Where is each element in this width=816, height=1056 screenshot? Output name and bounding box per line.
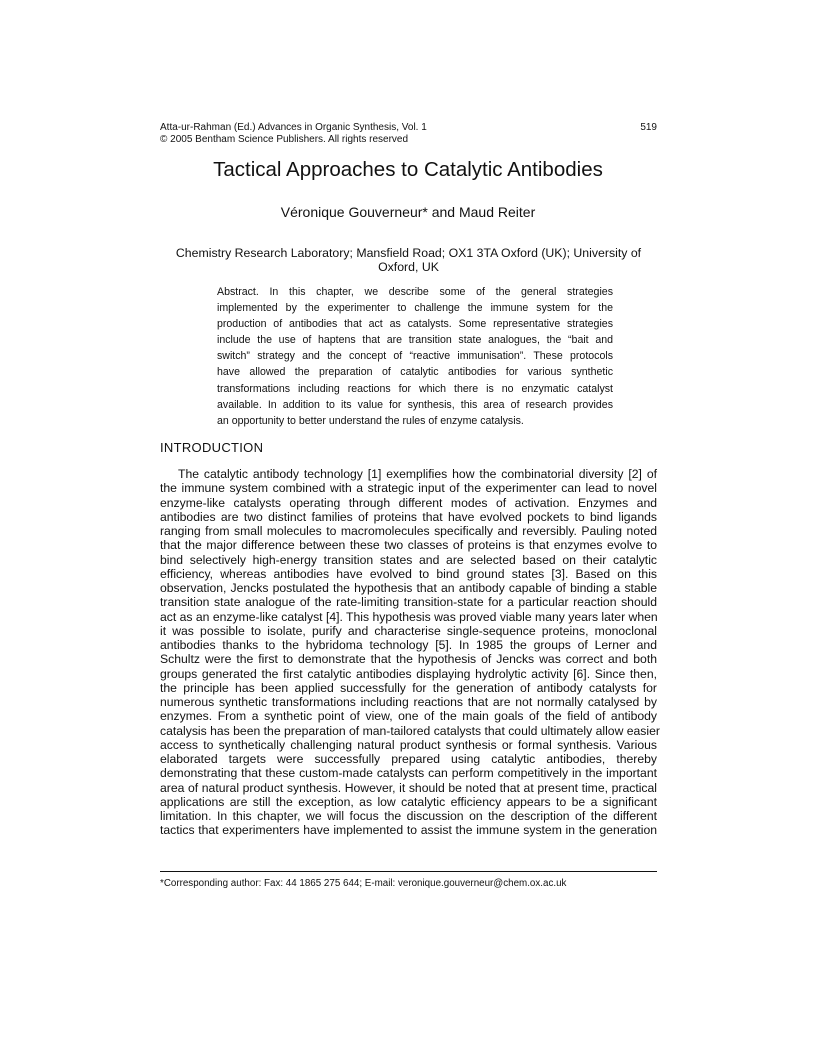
text-line: limitation. In this chapter, we will focus the discussion on the description of the different: [160, 809, 657, 823]
text-line: antibodies thanks to the hybridoma technology [5]. In 1985 the groups of Lerner and: [160, 638, 657, 652]
body-text: [160, 467, 660, 838]
text-line: demonstrating that these custom-made catalysts can perform competitively in the important: [160, 766, 657, 781]
text-line: that the major difference between these two classes of proteins is that enzymes evolve to: [160, 538, 657, 553]
text-line: bind selectively high-energy transition states and are selected based on their catalytic: [160, 552, 657, 567]
text-line: enzyme-like catalysts operating through different modes of activation. Enzymes and: [160, 495, 657, 510]
text-line: transition state analogue of the rate-limiting transition-state for a particular reaction should: [160, 595, 657, 610]
footnote: *Corresponding author: Fax: 44 1865 275 644; E-mail: veronique.gouverneur@chem.ox.ac.uk: [160, 878, 567, 889]
text-line: observation, Jencks postulated the hypothesis that an antibody capable of binding a stable: [160, 581, 657, 595]
running-header-citation: Atta-ur-Rahman (Ed.) Advances in Organic Synthesis, Vol. 1: [160, 122, 427, 133]
abstract: [217, 284, 613, 429]
page-number: 519: [640, 122, 657, 133]
text-line: available. In addition to its value for synthesis, this area of research provides: [217, 398, 613, 411]
text-line: elaborated targets were successfully prepared using catalytic antibodies, thereby: [160, 752, 657, 766]
text-line: tactics that experimenters have implemented to assist the immune system in the generation: [160, 823, 657, 838]
text-line: it was possible to isolate, purify and characterise single-sequence proteins, monoclonal: [160, 623, 657, 638]
text-line: production of antibodies that act as catalysts. Some representative strategies: [217, 318, 613, 331]
affiliation-line: Chemistry Research Laboratory; Mansfield Road; OX1 3TA Oxford (UK); University of: [175, 246, 642, 260]
text-line: Schultz were the first to demonstrate that the hypothesis of Jencks was correct and both: [160, 652, 657, 667]
paper-title: Tactical Approaches to Catalytic Antibodies: [213, 158, 603, 181]
text-line: an opportunity to better understand the rules of enzyme catalysis.: [217, 414, 524, 427]
text-line: efficiency, whereas antibodies have evolved to bind ground states [3]. Based on this: [160, 566, 657, 581]
text-line: include the use of haptens that are transition state analogues, the “bait and: [217, 334, 613, 347]
running-header-copyright: © 2005 Bentham Science Publishers. All rights reserved: [160, 134, 409, 145]
text-line: The catalytic antibody technology [1] exemplifies how the combinatorial diversity [2] of: [178, 467, 657, 481]
text-line: groups generated the first catalytic antibodies displaying hydrolytic activity [6]. Since then,: [160, 666, 657, 681]
text-line: the principle has been applied successfully for the generation of antibody catalysts for: [160, 680, 657, 695]
text-line: Abstract. In this chapter, we describe some of the general strategies: [217, 286, 613, 298]
text-line: switch” strategy and the concept of “reactive immunisation”. These protocols: [217, 350, 613, 363]
text-line: applications are still the exception, as low catalytic efficiency appears to be a significant: [160, 794, 657, 809]
text-line: access to synthetically challenging natural product synthesis or formal synthesis. Various: [160, 737, 657, 752]
text-line: transformations including reactions for which there is no enzymatic catalyst: [217, 382, 613, 395]
affiliation-line: Oxford, UK: [378, 260, 439, 274]
text-line: implemented by the experimenter to challenge the immune system for the: [217, 302, 613, 315]
text-line: area of natural product synthesis. However, it should be noted that at present time, practical: [160, 780, 657, 795]
text-line: enzymes. From a synthetic point of view, one of the main goals of the field of antibody: [160, 709, 657, 724]
footnote-divider: [160, 871, 657, 872]
text-line: act as an enzyme-like catalyst [4]. This hypothesis was proved viable many years later when: [160, 609, 658, 624]
authors: Véronique Gouverneur* and Maud Reiter: [280, 204, 536, 220]
text-line: antibodies are two distinct families of proteins that have evolved pockets to bind ligands: [160, 509, 657, 524]
text-line: ranging from small molecules to macromolecules specifically and reversibly. Pauling noted: [160, 524, 657, 538]
section-heading: INTRODUCTION: [160, 440, 264, 455]
text-line: have allowed the preparation of catalytic antibodies for various synthetic: [217, 366, 613, 379]
affiliation: [160, 246, 657, 274]
text-line: catalysis has been the preparation of man-tailored catalysts that could ultimately allow easier: [160, 723, 660, 738]
text-line: numerous synthetic transformations including reactions that are not normally catalysed by: [160, 695, 657, 709]
text-line: the immune system combined with a strategic input of the experimenter can lead to novel: [160, 481, 657, 496]
